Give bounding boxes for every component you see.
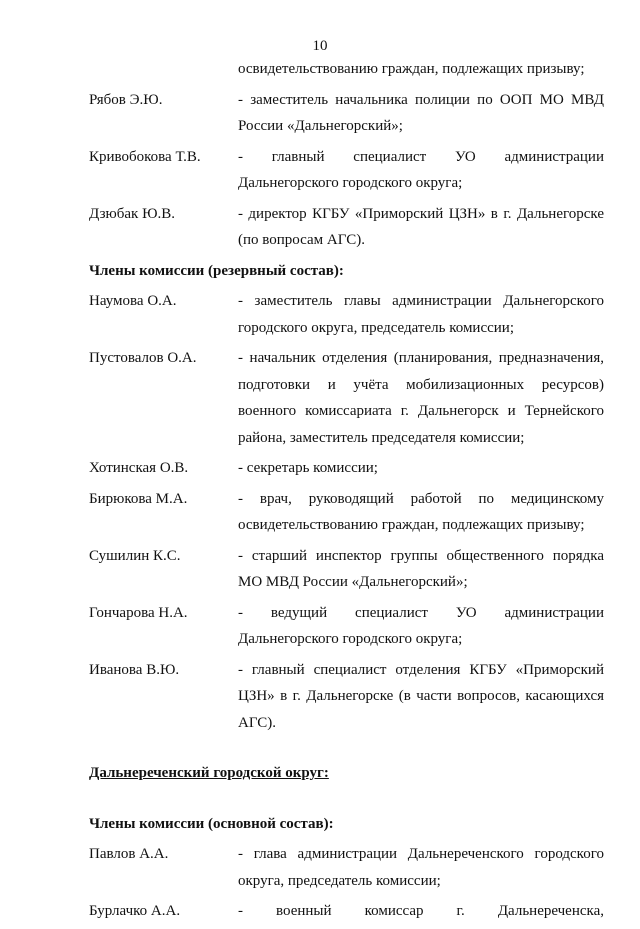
member-row xyxy=(0,345,640,451)
member-row xyxy=(0,144,640,197)
member-role: - начальник отделения (планирования, предназначения, подготовки и учёта мобилизационных ресурсов) военного комиссариата г. Дальнегорск и Тернейского района, заместитель председателя комиссии; xyxy=(238,350,604,446)
member-name: Дзюбак Ю.В. xyxy=(89,205,175,222)
member-row xyxy=(0,841,640,894)
member-role: - старший инспектор группы общественного порядка МО МВД России «Дальнегорский»; xyxy=(238,547,604,590)
continuation-text: освидетельствованию граждан, подлежащих призыву; xyxy=(238,61,585,77)
member-row xyxy=(0,455,640,482)
member-name: Хотинская О.В. xyxy=(89,460,189,476)
member-name: Сушилин К.С. xyxy=(89,547,181,564)
member-name: Бирюкова М.А. xyxy=(89,490,188,507)
member-row xyxy=(0,87,640,140)
member-role: - главный специалист УО администрации Дальнегорского городского округа; xyxy=(238,148,604,191)
member-name: Пустовалов О.А. xyxy=(89,350,197,366)
member-role: - врач, руководящий работой по медицинскому освидетельствованию граждан, подлежащих призыву; xyxy=(238,490,604,533)
page-number: 10 xyxy=(312,38,328,54)
member-role: - заместитель начальника полиции по ООП МО МВД России «Дальнегорский»; xyxy=(238,91,604,134)
member-name: Иванова В.Ю. xyxy=(89,661,180,678)
member-role: - ведущий специалист УО администрации Дальнегорского городского округа; xyxy=(238,604,604,647)
member-role: - директор КГБУ «Приморский ЦЗН» в г. Дальнегорске (по вопросам АГС). xyxy=(238,205,604,248)
member-name: Гончарова Н.А. xyxy=(89,604,188,621)
document-body xyxy=(0,56,640,929)
member-row xyxy=(0,201,640,254)
member-role: - военный комиссар г. Дальнереченска, xyxy=(238,903,604,919)
member-role: - глава администрации Дальнереченского городского округа, председатель комиссии; xyxy=(238,846,604,889)
section-spacer xyxy=(0,791,640,811)
member-role: - главный специалист отделения КГБУ «Приморский ЦЗН» в г. Дальнегорске (в части вопросов, касающихся АГС). xyxy=(238,661,604,731)
heading-main-members: Члены комиссии (основной состав): xyxy=(89,815,334,832)
member-row xyxy=(0,543,640,596)
member-row xyxy=(0,600,640,653)
section-title: Дальнереченский городской округ: xyxy=(89,765,329,781)
member-name: Рябов Э.Ю. xyxy=(89,91,163,108)
member-name: Наумова О.А. xyxy=(89,293,177,309)
member-name: Бурлачко А.А. xyxy=(89,903,181,919)
member-row xyxy=(0,288,640,341)
member-row xyxy=(0,486,640,539)
member-name: Павлов А.А. xyxy=(89,846,169,862)
member-role: - секретарь комиссии; xyxy=(238,460,378,476)
heading-reserve-members: Члены комиссии (резервный состав): xyxy=(89,262,344,279)
continuation-row xyxy=(0,56,640,83)
member-name: Кривобокова Т.В. xyxy=(89,148,201,165)
member-row xyxy=(0,657,640,737)
section-spacer xyxy=(0,740,640,760)
member-role: - заместитель главы администрации Дальнегорского городского округа, председатель комиссии; xyxy=(238,293,604,336)
member-row xyxy=(0,898,640,925)
